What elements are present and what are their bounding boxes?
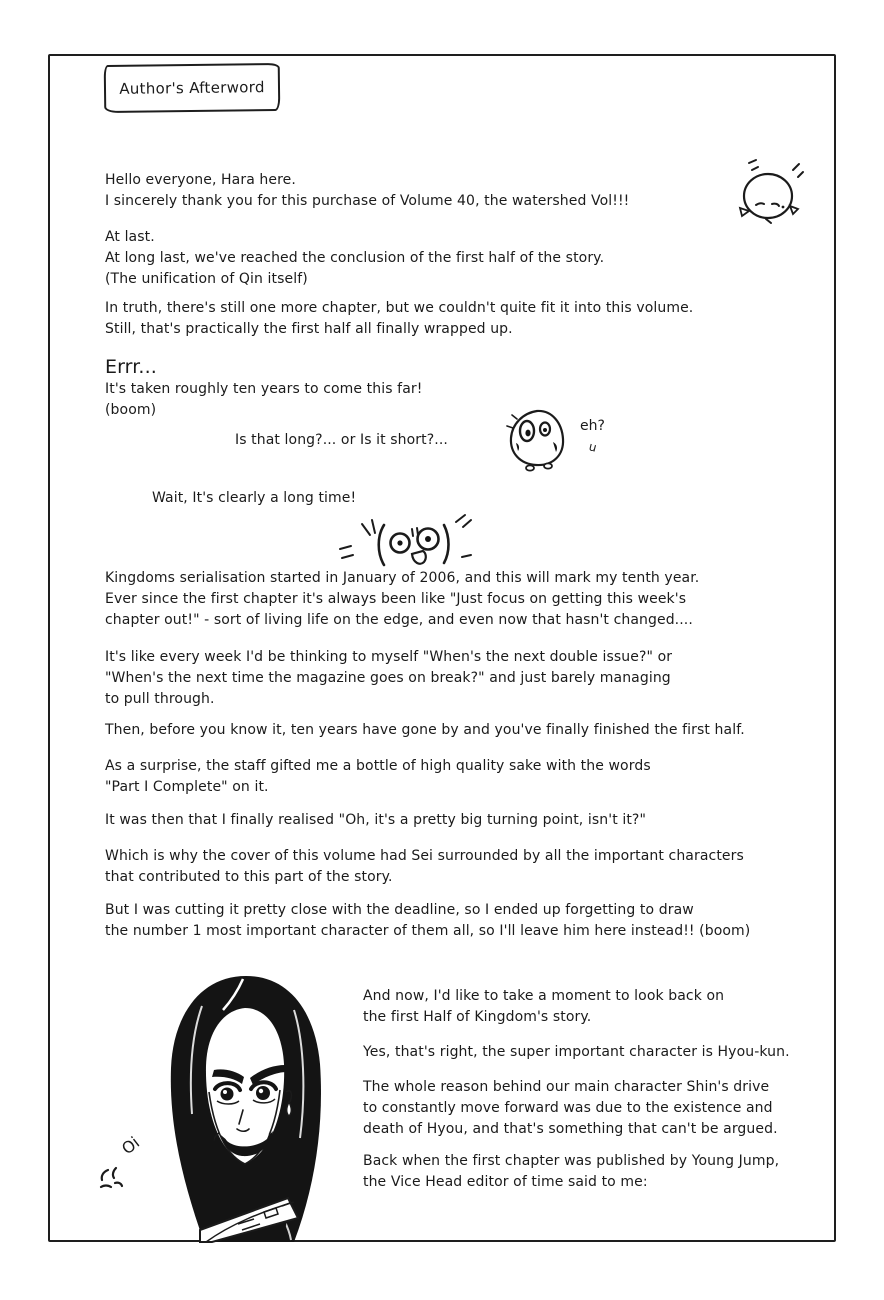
text-line: Wait, It's clearly a long time!: [152, 490, 357, 506]
text-block: [105, 846, 744, 888]
text-block: [105, 379, 422, 421]
anger-vein-mark: [98, 1166, 126, 1196]
text-line: Errr...: [105, 356, 157, 378]
sweat-drop: [287, 1102, 292, 1116]
text-block: [363, 986, 724, 1028]
text-line: It was then that I finally realised "Oh, it's a pretty big turning point, isn't it?": [105, 812, 647, 828]
text-line: Yes, that's right, the super important character is Hyou-kun.: [363, 1044, 790, 1060]
text-block: [363, 1042, 790, 1063]
text-block: [105, 720, 745, 741]
text-line: the first Half of Kingdom's story.: [363, 1009, 592, 1025]
shocked-face-doodle: [336, 512, 474, 572]
text-line: the number 1 most important character of them all, so I'll leave him here instead!! (boom): [105, 923, 751, 939]
text-line: chapter out!" - sort of living life on the edge, and even now that hasn't changed....: [105, 612, 693, 628]
text-line: death of Hyou, and that's something that can't be argued.: [363, 1121, 778, 1137]
text-line: "When's the next time the magazine goes on break?" and just barely managing: [105, 670, 671, 686]
text-line: I sincerely thank you for this purchase of Volume 40, the watershed Vol!!!: [105, 193, 630, 209]
text-line: And now, I'd like to take a moment to look back on: [363, 988, 725, 1004]
surprised-face-doodle: [503, 406, 579, 474]
text-line: (boom): [105, 402, 157, 418]
text-line: Back when the first chapter was published by Young Jump,: [363, 1153, 780, 1169]
text-line: to pull through.: [105, 691, 215, 707]
text-block: [105, 568, 699, 631]
text-line: "Part I Complete" on it.: [105, 779, 269, 795]
page-title: Author's Afterword: [119, 78, 265, 98]
text-line: Hello everyone, Hara here.: [105, 172, 296, 188]
text-block: [105, 298, 693, 340]
text-block: [363, 1151, 779, 1193]
text-block: [105, 810, 646, 831]
title-box: [104, 63, 281, 113]
text-line: (The unification of Qin itself): [105, 271, 308, 287]
text-block: [105, 900, 750, 942]
oi-label: Oi: [117, 1132, 144, 1159]
text-line: Ever since the first chapter it's always been like "Just focus on getting this week's: [105, 591, 687, 607]
text-line: But I was cutting it pretty close with the deadline, so I ended up forgetting to draw: [105, 902, 694, 918]
text-line: Is that long?... or Is it short?...: [235, 432, 448, 448]
text-line: In truth, there's still one more chapter, but we couldn't quite fit it into this volume.: [105, 300, 694, 316]
text-line: Then, before you know it, ten years have gone by and you've finally finished the first half.: [105, 722, 745, 738]
text-line: Which is why the cover of this volume had Sei surrounded by all the important characters: [105, 848, 744, 864]
text-block: [105, 756, 651, 798]
text-block: [235, 430, 448, 451]
text-block: [105, 356, 157, 378]
text-block: [105, 647, 672, 710]
text-block: [105, 227, 604, 290]
eh-label: eh?: [580, 418, 605, 434]
bowing-face-doodle: [726, 156, 814, 230]
text-line: to constantly move forward was due to the existence and: [363, 1100, 773, 1116]
text-line: the Vice Head editor of time said to me:: [363, 1174, 648, 1190]
text-block: [105, 170, 629, 212]
text-line: The whole reason behind our main character Shin's drive: [363, 1079, 770, 1095]
text-line: Still, that's practically the first half all finally wrapped up.: [105, 321, 513, 337]
text-line: As a surprise, the staff gifted me a bottle of high quality sake with the words: [105, 758, 651, 774]
hyou-portrait-illustration: [146, 972, 346, 1244]
text-line: that contributed to this part of the story.: [105, 869, 393, 885]
text-line: It's taken roughly ten years to come this far!: [105, 381, 423, 397]
text-line: Kingdoms serialisation started in January of 2006, and this will mark my tenth year.: [105, 570, 700, 586]
text-line: At long last, we've reached the conclusion of the first half of the story.: [105, 250, 605, 266]
eh-sub-mark: u: [587, 439, 599, 455]
text-line: It's like every week I'd be thinking to myself "When's the next double issue?" or: [105, 649, 673, 665]
text-line: At last.: [105, 229, 155, 245]
text-block: [152, 488, 356, 509]
text-block: [363, 1077, 778, 1140]
